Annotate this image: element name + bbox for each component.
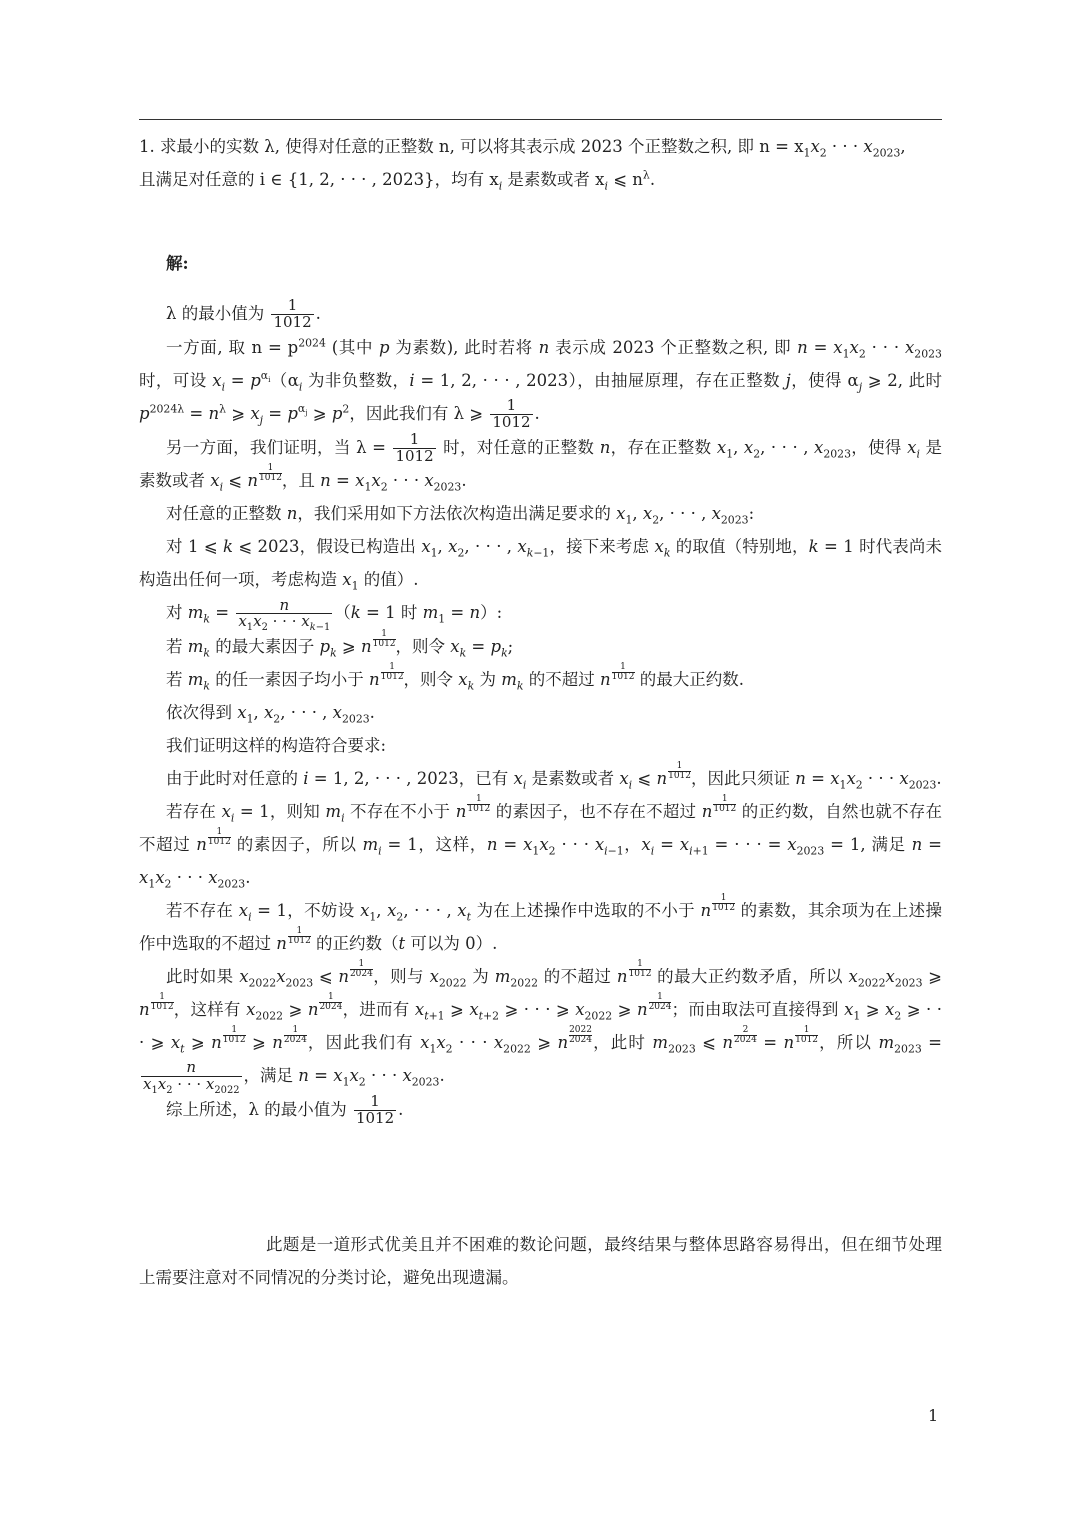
paragraph-mk: 对 $m_k$ = $\frac{n}{x_1x_2 \cdot \cdot \cdot x_{k-1}}$ （k = 1 时 $m_1 = n$）: [166, 595, 503, 634]
paragraph-other-side: 另一方面，我们证明，当 λ = $\frac{1}{1012}$ 时，对任意的正整数 n，存在正整数 $x_1$, $x_2$, · · · , $x_{2023}$，使得 $x_i$ 是素数或者 $x_i$ ⩽ n $\frac{1}{1012}$ ，且 $n = x_1x_2$ · · · $x_{2023}$. [139, 429, 942, 494]
paragraph-construct: 对任意的正整数 n，我们采用如下方法依次构造出满足要求的 $x_1$, $x_2$, · · · , $x_{2023}$: [166, 504, 755, 527]
top-rule [139, 119, 942, 120]
problem-text-c: 是素数或者 x [502, 170, 605, 189]
paragraph-case1: 若 $m_k$ 的最大素因子 $p_k$ ⩾ n $\frac{1}{1012}$ ，则令 $x_k = p_k$; [166, 629, 514, 660]
problem-text-d: ⩽ n [607, 170, 643, 189]
solution-heading: 解: [166, 254, 189, 273]
paragraph-since: 由于此时对任意的 i = 1, 2, · · · , 2023，已有 $x_i$ 是素数或者 $x_i$ ⩽ n $\frac{1}{1012}$ ，因此只须证 $n = x_1x_2$ · · · $x_{2023}$. [166, 761, 942, 792]
comment-paragraph: 此题是一道形式优美且并不困难的数论问题，最终结果与整体思路容易得出，但在细节处理上需要注意对不同情况的分类讨论，避免出现遗漏。 [139, 1235, 942, 1287]
problem-text-a: 求最小的实数 λ, 使得对任意的正整数 n, 可以将其表示成 2023 个正整数之积, 即 n = x [160, 137, 804, 156]
paragraph-contradiction: 此时如果 $x_{2022}x_{2023}$ ⩽ n $\frac{1}{2024}$ ，则与 $x_{2022}$ 为 $m_{2022}$ 的不超过 n $\frac{1}{1012}$ 的最大正约数矛盾，所以 $x_{2022}x_{2023}$ ⩾ n $\frac{1}{1012}$ ，这样有 $x_{2022}$ ⩾ n $\frac{1}{2024}$ ，进而有 $x_{t+1}$ ⩾ $x_{t+2}$ ⩾ · · · ⩾ $x_{2022}$ ⩾ n $\frac{1}{2024}$ ；而由取法可直接得到 $x_1$ ⩾ $x_2$ ⩾ · · · ⩾ $x_t$ ⩾ n $\frac{1}{1012}$ ⩾ n $\frac{1}{2024}$ ，因此我们有 $x_1x_2$ · · · $x_{2022}$ ⩾ n $\frac{2022}{2024}$ ，此时 $m_{2023}$ ⩽ n $\frac{2}{2024}$ = n $\frac{1}{1012}$ ，所以 $m_{2023}$ = $\frac{n}{x_1x_2 \cdot \cdot \cdot x_{2022}}$ ，满足 $n = x_1x_2$ · · · $x_{2023}$. [139, 959, 943, 1096]
answer-line: λ 的最小值为 $\frac{1}{1012}$ . [166, 296, 321, 331]
paragraph-sequence: 依次得到 $x_1$, $x_2$, · · · , $x_{2023}$. [166, 703, 375, 726]
page-number: 1 [928, 1406, 939, 1425]
paragraph-prove: 我们证明这样的构造符合要求: [166, 736, 387, 755]
paragraph-not-exists-one: 若不存在 $x_i = 1$，不妨设 $x_1$, $x_2$, · · · , $x_t$ 为在上述操作中选取的不小于 n $\frac{1}{1012}$ 的素数，其余项为在上述操作中选取的不超过 n $\frac{1}{1012}$ 的正约数（t 可以为 0）. [139, 893, 942, 953]
paragraph-exists-one: 若存在 $x_i = 1$，则知 $m_i$ 不存在不小于 n $\frac{1}{1012}$ 的素因子，也不存在不超过 n $\frac{1}{1012}$ 的正约数，自然也就不存在不超过 n $\frac{1}{1012}$ 的素因子，所以 $m_i = 1$，这样，$n = x_1x_2$ · · · $x_{i-1}$，$x_i = x_{i+1}$ = · · · = $x_{2023} = 1$, 满足 $n = x_1x_2$ · · · $x_{2023}$. [139, 794, 943, 891]
paragraph-one-side: 一方面, 取 $n = p^{2024}$ (其中 p 为素数), 此时若将 n 表示成 2023 个正整数之积, 即 $n = x_1x_2$ · · · $x_{2023}$ 时，可设 $x_i = p^{\alpha_i}(\alpha_i$ 为非负整数，i = 1, 2, · · · , 2023），由抽屉原理，存在正整数 j，使得 $\alpha_j$ ⩾ 2, 此时 $p^{2024\lambda} = n^\lambda$ ⩾ $x_j = p^{\alpha_j}$ ⩾ $p^2$，因此我们有 λ ⩾ $\frac{1}{1012}$ . [139, 336, 942, 431]
conclusion-line: 综上所述，λ 的最小值为 $\frac{1}{1012}$ . [166, 1092, 404, 1127]
paragraph-case2: 若 $m_k$ 的任一素因子均小于 n $\frac{1}{1012}$ ，则令 $x_k$ 为 $m_k$ 的不超过 n $\frac{1}{1012}$ 的最大正约数. [166, 662, 744, 693]
paragraph-step-k: 对 1 ⩽ k ⩽ 2023，假设已构造出 $x_1$, $x_2$, · · · , $x_{k-1}$，接下来考虑 $x_k$ 的取值（特别地，k = 1 时代表尚未构造出任何一项，考虑构造 $x_1$ 的值）. [139, 537, 943, 593]
problem-statement: 1. 求最小的实数 λ, 使得对任意的正整数 n, 可以将其表示成 2023 个正整数之积, 即 $n = x_1x_2$ · · · $x_{2023}$, 且满足对任意的 i ∈ {1, 2, · · · , 2023}，均有 $x_i$ 是素数或者 $x_i$ ⩽ $n^\lambda$. [139, 137, 906, 193]
solution-body [139, 297, 942, 1127]
problem-number: 1. [139, 137, 155, 156]
problem-text-b: 且满足对任意的 i ∈ {1, 2, · · · , 2023}，均有 x [139, 170, 499, 189]
